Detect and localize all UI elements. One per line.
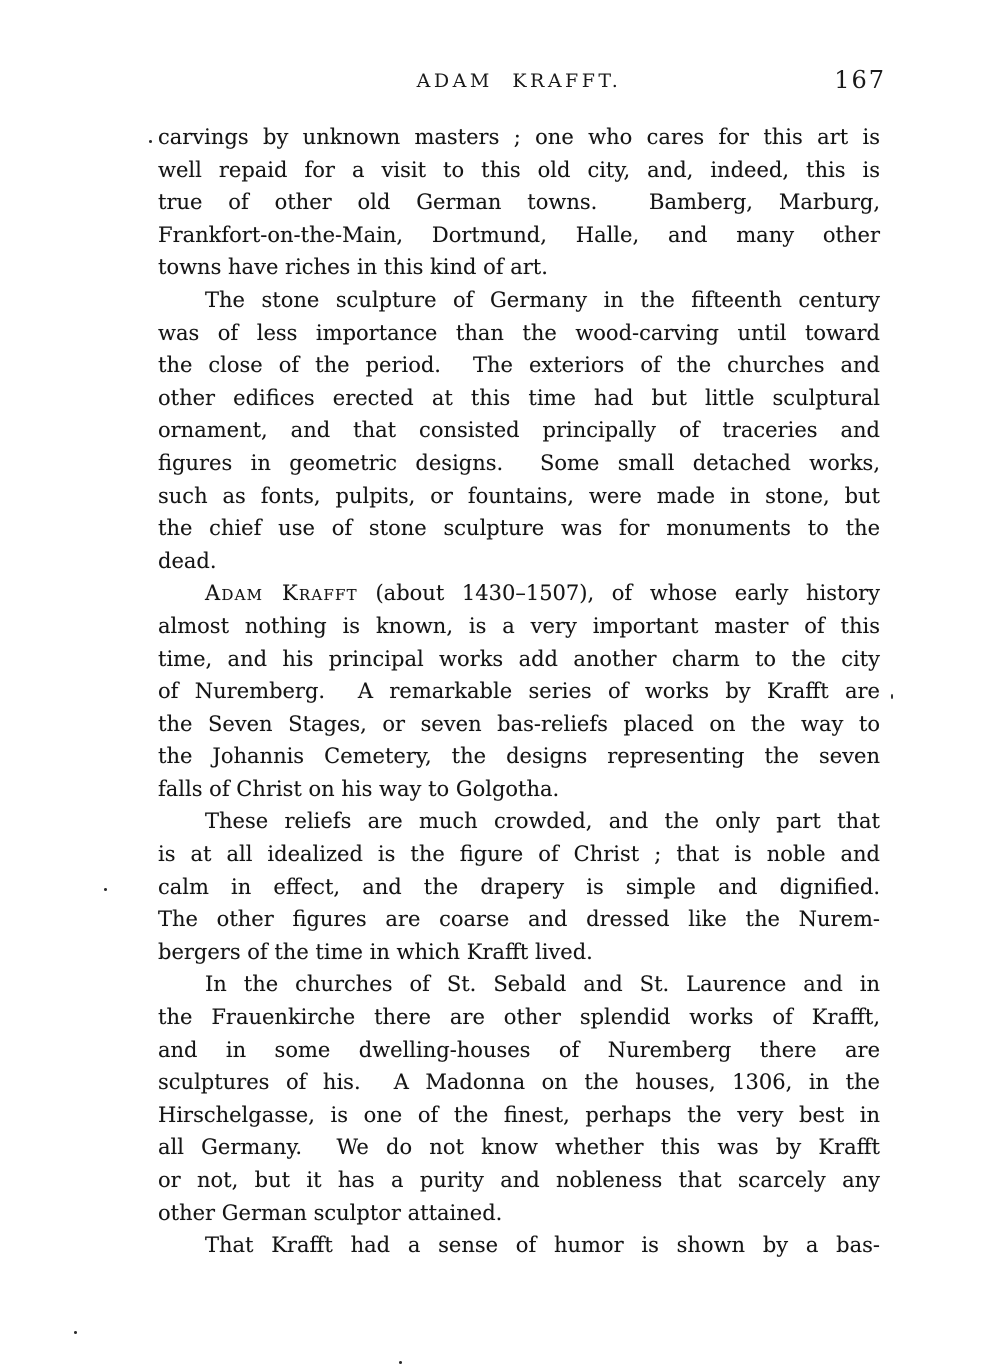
paragraph — [158, 577, 880, 805]
text-line: calm in effect, and the drapery is simple and dignified. — [158, 874, 880, 899]
text-line: or not, but it has a purity and nobleness that scarcely any — [158, 1168, 880, 1192]
text-line: In the churches of St. Sebald and St. Laurence and in — [205, 972, 880, 997]
text-line: all Germany. We do not know whether this was by Krafft — [158, 1135, 880, 1160]
scan-speck — [104, 888, 107, 891]
text-line: carvings by unknown masters ; one who cares for this art is — [158, 125, 880, 149]
text-line: was of less importance than the wood-carving until toward — [158, 320, 880, 345]
text-line: such as fonts, pulpits, or fountains, were made in stone, but — [158, 483, 880, 508]
text-line: other German sculptor attained. — [158, 1200, 503, 1225]
small-caps-name: Adam Krafft — [205, 581, 358, 606]
text-line: and in some dwelling-houses of Nuremberg there are — [158, 1037, 880, 1062]
paragraph — [158, 284, 880, 577]
text-line: sculptures of his. A Madonna on the houses, 1306, in the — [158, 1070, 880, 1095]
paragraph — [158, 805, 880, 968]
text-line: Frankfort-on-the-Main, Dortmund, Halle, and many other — [158, 222, 880, 247]
text-line: ornament, and that consisted principally of traceries and — [158, 418, 880, 443]
text-line: other edifices erected at this time had but little sculptural — [158, 385, 880, 410]
text-line: of Nuremberg. A remarkable series of works by Krafft are — [158, 679, 880, 704]
scan-speck — [891, 694, 893, 699]
text-line — [158, 577, 880, 610]
text-line: time, and his principal works add another charm to the city — [158, 646, 880, 671]
text-line: The other figures are coarse and dressed like the Nurem- — [158, 907, 880, 932]
text-line: almost nothing is known, is a very important master of this — [158, 613, 880, 638]
scan-speck — [399, 1361, 402, 1364]
text-line: the close of the period. The exteriors of the churches and — [158, 353, 880, 378]
paragraph — [158, 968, 880, 1229]
text-line: the Johannis Cemetery, the designs representing the seven — [158, 744, 880, 769]
scan-speck — [149, 140, 152, 143]
page-header — [158, 66, 886, 100]
text-line: figures in geometric designs. Some small detached works, — [158, 450, 880, 475]
text-line: the Seven Stages, or seven bas-reliefs placed on the way to — [158, 711, 880, 736]
text-line: These reliefs are much crowded, and the only part that — [205, 809, 880, 834]
text-line: towns have riches in this kind of art. — [158, 255, 548, 280]
paragraph — [158, 1229, 880, 1262]
paragraph — [158, 121, 880, 284]
text-line: Hirschelgasse, is one of the finest, perhaps the very best in — [158, 1102, 880, 1127]
text-line: bergers of the time in which Krafft lived. — [158, 939, 593, 964]
text-line: well repaid for a visit to this old city, and, indeed, this is — [158, 157, 880, 182]
text-line: is at all idealized is the figure of Christ ; that is noble and — [158, 842, 880, 867]
text-line: falls of Christ on his way to Golgotha. — [158, 776, 560, 801]
page-number: 167 — [834, 66, 886, 94]
text-segment: (about 1430–1507), of whose early history — [357, 581, 880, 606]
text-line: The stone sculpture of Germany in the fifteenth century — [205, 287, 880, 312]
scan-speck — [74, 1331, 77, 1334]
text-line: the Frauenkirche there are other splendid works of Krafft, — [158, 1005, 880, 1030]
text-block — [158, 121, 880, 1262]
text-line: That Krafft had a sense of humor is shown by a bas- — [205, 1233, 880, 1258]
text-line: dead. — [158, 548, 217, 573]
running-head: ADAM KRAFFT. — [416, 70, 622, 92]
text-line: true of other old German towns. Bamberg, Marburg, — [158, 190, 880, 215]
text-line: the chief use of stone sculpture was for monuments to the — [158, 516, 880, 541]
